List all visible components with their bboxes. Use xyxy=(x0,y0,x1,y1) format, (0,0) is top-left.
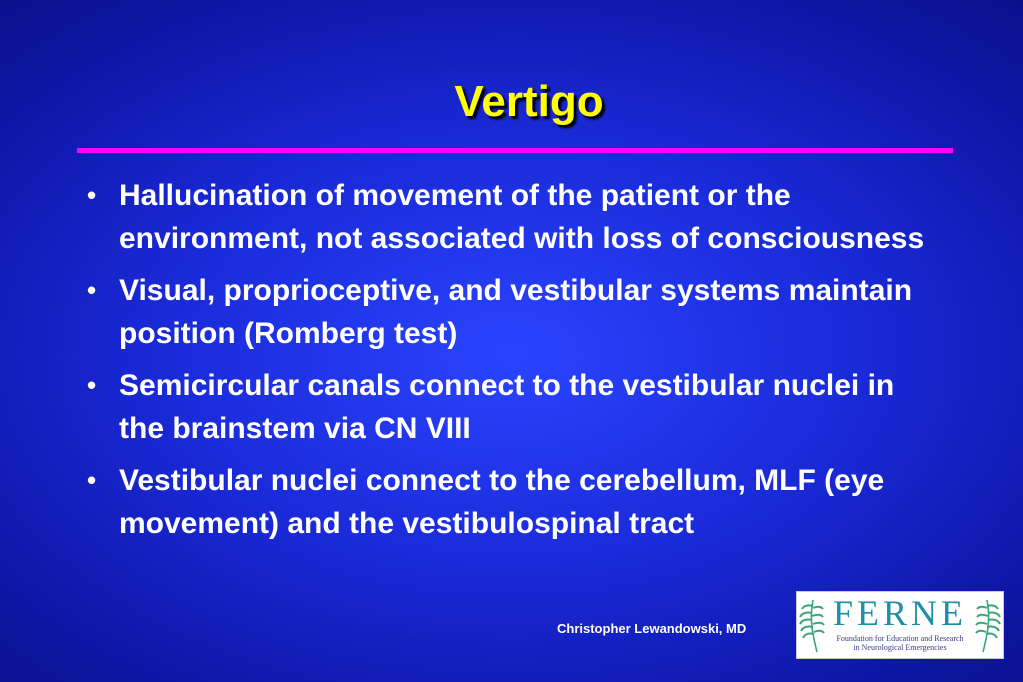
logo-tagline-line2: in Neurological Emergencies xyxy=(853,643,947,652)
logo-wordmark: FERNE xyxy=(832,593,967,633)
bullet-marker: • xyxy=(87,370,97,400)
bullet-marker: • xyxy=(87,465,97,495)
bullet-marker: • xyxy=(87,180,97,210)
bullet-text: Vestibular nuclei connect to the cerebellum, MLF (eye movement) and the vestibulospinal tract xyxy=(119,464,885,540)
bullet-text: Semicircular canals connect to the vestibular nuclei in the brainstem via CN VIII xyxy=(119,369,895,445)
logo-tagline-line1: Foundation for Education and Research xyxy=(836,634,964,643)
bullet-text: Visual, proprioceptive, and vestibular systems maintain position (Romberg test) xyxy=(119,274,913,350)
bullet-item xyxy=(78,459,938,545)
ferne-logo xyxy=(796,591,1004,659)
bullet-item xyxy=(78,174,938,260)
presenter-credit: Christopher Lewandowski, MD xyxy=(557,621,747,636)
title-divider xyxy=(77,148,953,153)
slide-title: Vertigo xyxy=(454,77,604,126)
bullet-item xyxy=(78,269,938,355)
fern-frond-icon xyxy=(975,596,1001,654)
bullet-marker: • xyxy=(87,275,97,305)
bullet-list xyxy=(78,174,938,554)
fern-frond-icon xyxy=(799,596,825,654)
bullet-text: Hallucination of movement of the patient or the environment, not associated with loss of consciousness xyxy=(119,179,925,255)
bullet-item xyxy=(78,364,938,450)
